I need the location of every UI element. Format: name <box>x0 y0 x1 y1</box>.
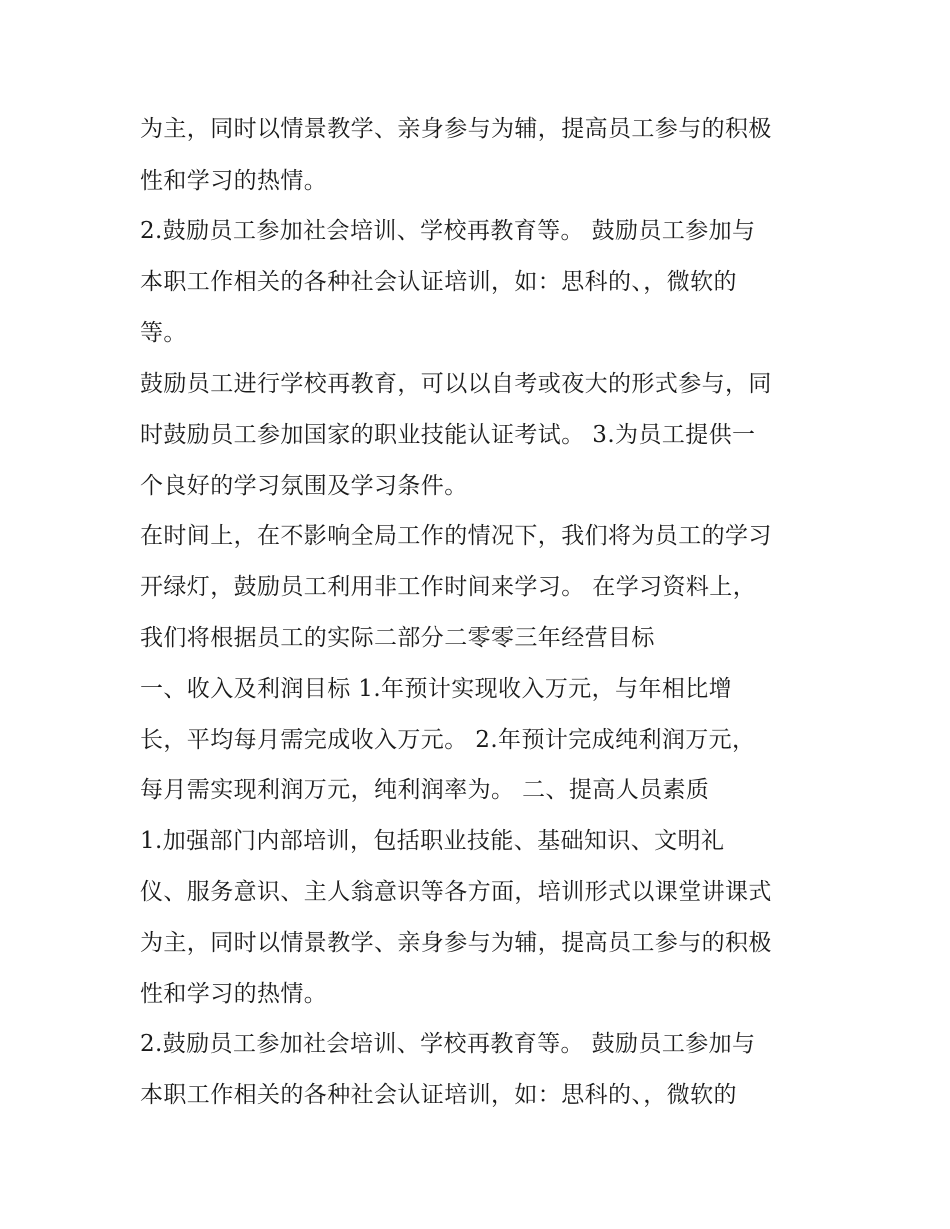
text-line: 性和学习的热情。 <box>140 168 328 194</box>
text-line: 性和学习的热情。 <box>140 981 328 1007</box>
text-line: 每月需实现利润万元，纯利润率为。 二、提高人员素质 <box>140 777 710 803</box>
text-line: 2.鼓励员工参加社会培训、学校再教育等。 鼓励员工参加与 <box>140 218 756 244</box>
text-line: 本职工作相关的各种社会认证培训，如：思科的、，微软的 <box>140 1082 737 1108</box>
text-line: 等。 <box>140 320 187 346</box>
text-line: 长，平均每月需完成收入万元。 2.年预计完成纯利润万元， <box>140 727 756 753</box>
text-line: 鼓励员工进行学校再教育，可以以自考或夜大的形式参与，同 <box>140 371 772 397</box>
text-line: 开绿灯，鼓励员工利用非工作时间来学习。 在学习资料上， <box>140 574 757 600</box>
text-line: 仪、服务意识、主人翁意识等各方面，培训形式以课堂讲课式 <box>140 879 772 905</box>
text-line: 2.鼓励员工参加社会培训、学校再教育等。 鼓励员工参加与 <box>140 1031 756 1057</box>
text-line: 一、收入及利润目标 1.年预计实现收入万元，与年相比增 <box>140 676 733 702</box>
text-line: 本职工作相关的各种社会认证培训，如：思科的、，微软的 <box>140 269 737 295</box>
text-line: 我们将根据员工的实际二部分二零零三年经营目标 <box>140 625 655 651</box>
text-line: 个良好的学习氛围及学习条件。 <box>140 473 468 499</box>
text-line: 为主，同时以情景教学、亲身参与为辅，提高员工参与的积极 <box>140 116 772 142</box>
text-line: 在时间上，在不影响全局工作的情况下，我们将为员工的学习 <box>140 523 772 549</box>
text-line: 为主，同时以情景教学、亲身参与为辅，提高员工参与的积极 <box>140 930 772 956</box>
text-line: 时鼓励员工参加国家的职业技能认证考试。 3.为员工提供一 <box>140 422 756 448</box>
text-line: 1.加强部门内部培训，包括职业技能、基础知识、文明礼 <box>140 828 725 854</box>
